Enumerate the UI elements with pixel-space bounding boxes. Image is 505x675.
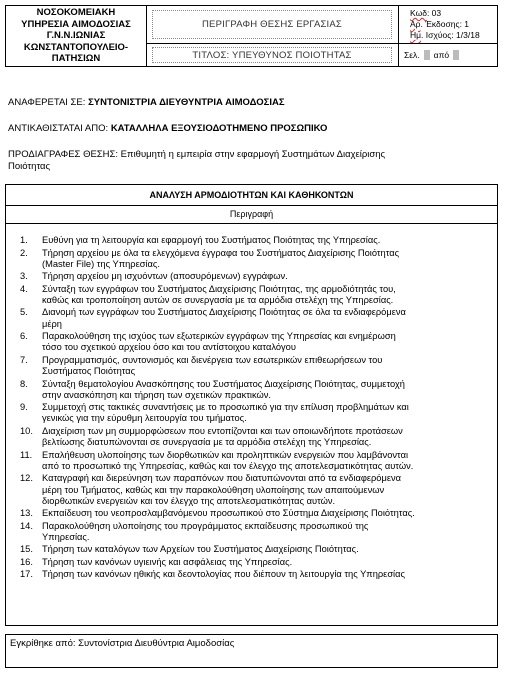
page-number-field xyxy=(424,50,430,60)
list-item-text: καθώς και τροποποίηση αυτών σε συνεργασία με τα αρμόδια στελέχη της Υπηρεσίας. xyxy=(42,294,394,305)
list-item-text: στην ανασκόπηση και τήρηση των σχετικών πρακτικών. xyxy=(42,389,271,400)
list-item-text: Διανομή των εγγράφων του Συστήματος Διαχείρισης Ποιότητας σε όλα τα ενδιαφερόμενα xyxy=(42,307,406,318)
list-item-number: 5. xyxy=(20,307,28,318)
list-item xyxy=(6,331,486,353)
page-label: Σελ. xyxy=(404,50,420,60)
list-item-number: 16. xyxy=(20,556,33,567)
list-item-text: βελτίωσης διατυπώνονται σε συνεργασία με τα αρμόδια στελέχη της Υπηρεσίας. xyxy=(42,437,372,448)
list-item-text: Σύνταξη των εγγράφων του Συστήματος Διαχείρισης Ποιότητας, της αρμοδιότητάς του, xyxy=(42,283,396,294)
list-item-number: 9. xyxy=(20,402,28,413)
list-item-text: Τήρηση αρχείου με όλα τα ελεγχόμενα έγγραφα του Συστήματος Διαχείρισης Ποιότητας xyxy=(42,247,400,258)
list-item-text: Συστήματος Ποιότητας xyxy=(42,366,136,377)
doc-meta xyxy=(398,6,497,44)
list-item-text: Σύνταξη θεματολογίου Ανασκόπησης του Συστήματος Διαχείρισης Ποιότητας, συμμετοχή xyxy=(42,378,405,389)
list-item-number: 3. xyxy=(20,271,28,282)
list-item-text: διορθωτικών ενεργειών και τον έλεγχο της αποτελεσματικότητας αυτών. xyxy=(42,495,336,506)
list-item-text: Επαλήθευση υλοποίησης των διορθωτικών και προληπτικών ενεργειών που λαμβάνονται xyxy=(42,449,409,460)
list-item-text: Προγραμματισμός, συντονισμός και διενέργεια των εσωτερικών επιθεωρήσεων του xyxy=(42,354,383,365)
doc-title: ΤΙΤΛΟΣ: ΥΠΕΥΘΥΝΟΣ ΠΟΙΟΤΗΤΑΣ xyxy=(152,47,392,63)
list-item xyxy=(6,402,486,424)
doc-type-cell xyxy=(146,6,398,44)
header-center xyxy=(146,6,399,66)
list-item-text: Καταγραφή και διερεύνηση των παραπόνων που διατυπώνονται από τα ενδιαφερόμενα xyxy=(42,473,401,484)
org-line: ΚΩΝΣΤΑΝΤΟΠΟΥΛΕΙΟ- xyxy=(23,41,129,53)
date-line: Ημ. Ισχύος: 1/3/18 xyxy=(410,30,480,40)
list-item xyxy=(6,450,486,472)
list-item xyxy=(6,426,486,448)
approval-box xyxy=(5,634,498,668)
list-item xyxy=(6,235,486,246)
list-item-text: Εκπαίδευση του νεοπροσλαμβανόμενου προσωπικού στο Σύστημα Διαχείρισης Ποιότητας. xyxy=(42,508,415,519)
org-line: Γ.Ν.Ν.ΙΩΝΙΑΣ xyxy=(46,30,106,42)
page-total-field xyxy=(453,50,459,60)
duties-list xyxy=(6,235,486,582)
list-item-text: (Master File) της Υπηρεσίας. xyxy=(42,258,160,269)
list-item-text: Ευθύνη για τη λειτουργία και εφαρμογή του Συστήματος Ποιότητας της Υπηρεσίας. xyxy=(42,235,381,245)
list-item-number: 11. xyxy=(20,449,33,460)
table-heading: ΑΝΑΛΥΣΗ ΑΡΜΟΔΙΟΤΗΤΩΝ ΚΑΙ ΚΑΘΗΚΟΝΤΩΝ xyxy=(6,185,497,206)
list-item xyxy=(6,307,486,329)
list-item xyxy=(6,473,486,507)
duties-table xyxy=(5,184,498,626)
list-item-number: 8. xyxy=(20,378,28,389)
doc-type: ΠΕΡΙΓΡΑΦΗ ΘΕΣΗΣ ΕΡΓΑΣΙΑΣ xyxy=(152,10,392,39)
list-item xyxy=(6,557,486,568)
title-cell xyxy=(146,44,398,66)
approval-text: Εγκρίθηκε από: Συντονίστρια Διευθύντρια Αιμοδοσίας xyxy=(10,638,235,649)
list-item-text: Διαχείριση των μη συμμορφώσεων που εντοπίζονται και των οποιωνδήποτε προτάσεων xyxy=(42,425,403,436)
table-subheading: Περιγραφή xyxy=(6,205,497,224)
header-meta xyxy=(398,6,497,66)
list-item-number: 10. xyxy=(20,425,33,436)
position-specs: ΠΡΟΔΙΑΓΡΑΦΕΣ ΘΕΣΗΣ: Επιθυμητή η εμπειρία στην εφαρμογή Συστημάτων Διαχείρισης Ποιότητας xyxy=(8,149,386,172)
list-item xyxy=(6,284,486,306)
page-of-label: από xyxy=(433,50,450,60)
replaced-by: ΑΝΤΙΚΑΘΙΣΤΑΤΑΙ ΑΠΟ: ΚΑΤΑΛΛΗΛΑ ΕΞΟΥΣΙΟΔΟΤΗΜΕΝΟ ΠΡΟΣΩΠΙΚΟ xyxy=(8,123,328,134)
list-item xyxy=(6,248,486,270)
document-header xyxy=(5,5,498,67)
list-item-text: Τήρηση των κανόνων ηθικής και δεοντολογίας που διέπουν τη λειτουργία της Υπηρεσίας xyxy=(42,569,405,580)
organization-name xyxy=(6,6,147,66)
list-item-text: Τήρηση των καταλόγων των Αρχείων του Συστήματος Διαχείρισης Ποιότητας. xyxy=(42,544,359,555)
list-item-text: Τήρηση αρχείου μη ισχυόντων (αποσυρόμενων) εγγράφων. xyxy=(42,271,288,282)
list-item xyxy=(6,355,486,377)
list-item xyxy=(6,569,486,580)
list-item xyxy=(6,508,486,519)
edition-line: Αρ. Έκδοσης: 1 xyxy=(410,19,470,29)
list-item-number: 14. xyxy=(20,520,33,531)
list-item-text: Τήρηση των κανόνων υγιεινής και ασφάλειας της Υπηρεσίας. xyxy=(42,556,293,567)
org-line: ΠΑΤΗΣΙΩΝ xyxy=(51,53,101,65)
list-item-text: μέρη xyxy=(42,318,62,329)
list-item-number: 1. xyxy=(20,235,28,245)
list-item-number: 6. xyxy=(20,331,28,342)
list-item-text: Συμμετοχή στις τακτικές συναντήσεις με το προσωπικό για την επίλυση προβλημάτων και xyxy=(42,402,409,413)
list-item xyxy=(6,544,486,555)
page-counter xyxy=(398,44,497,66)
list-item xyxy=(6,521,486,543)
list-item-text: Παρακολούθηση υλοποίησης του προγράμματος εκπαίδευσης προσωπικού της xyxy=(42,520,369,531)
org-line: ΥΠΗΡΕΣΙΑ ΑΙΜΟΔΟΣΙΑΣ xyxy=(21,18,131,30)
reports-to: ΑΝΑΦΕΡΕΤΑΙ ΣΕ: ΣΥΝΤΟΝΙΣΤΡΙΑ ΔΙΕΥΘΥΝΤΡΙΑ ΑΙΜΟΔΟΣΙΑΣ xyxy=(8,97,285,108)
list-item-number: 12. xyxy=(20,473,33,484)
list-item xyxy=(6,379,486,401)
list-item-number: 7. xyxy=(20,354,28,365)
code-line: Κωδ: 03 xyxy=(410,8,442,18)
list-item-number: 2. xyxy=(20,247,28,258)
list-item-text: τόσο του σχετικού αρχείου όσο και του αντίστοιχου καταλόγου xyxy=(42,342,296,353)
list-item-number: 4. xyxy=(20,283,28,294)
org-line: ΝΟΣΟΚΟΜΕΙΑΚΗ xyxy=(36,7,116,19)
list-item-text: Υπηρεσίας. xyxy=(42,531,90,542)
list-item xyxy=(6,271,486,282)
list-item-text: γενικώς για την εύρυθμη λειτουργία του τμήματος. xyxy=(42,413,247,424)
list-item-number: 13. xyxy=(20,508,33,519)
list-item-text: από το προσωπικό της Υπηρεσίας, καθώς και τον έλεγχο της αποτελεσματικότητας αυτών. xyxy=(42,460,414,471)
list-item-number: 17. xyxy=(20,569,33,580)
list-item-text: Παρακολούθηση της ισχύος των εξωτερικών εγγράφων της Υπηρεσίας και ενημέρωση xyxy=(42,331,396,342)
list-item-text: μέρη του Τμήματος, καθώς και την παρακολούθηση υλοποίησης των απαιτούμενων xyxy=(42,484,385,495)
list-item-number: 15. xyxy=(20,544,33,555)
